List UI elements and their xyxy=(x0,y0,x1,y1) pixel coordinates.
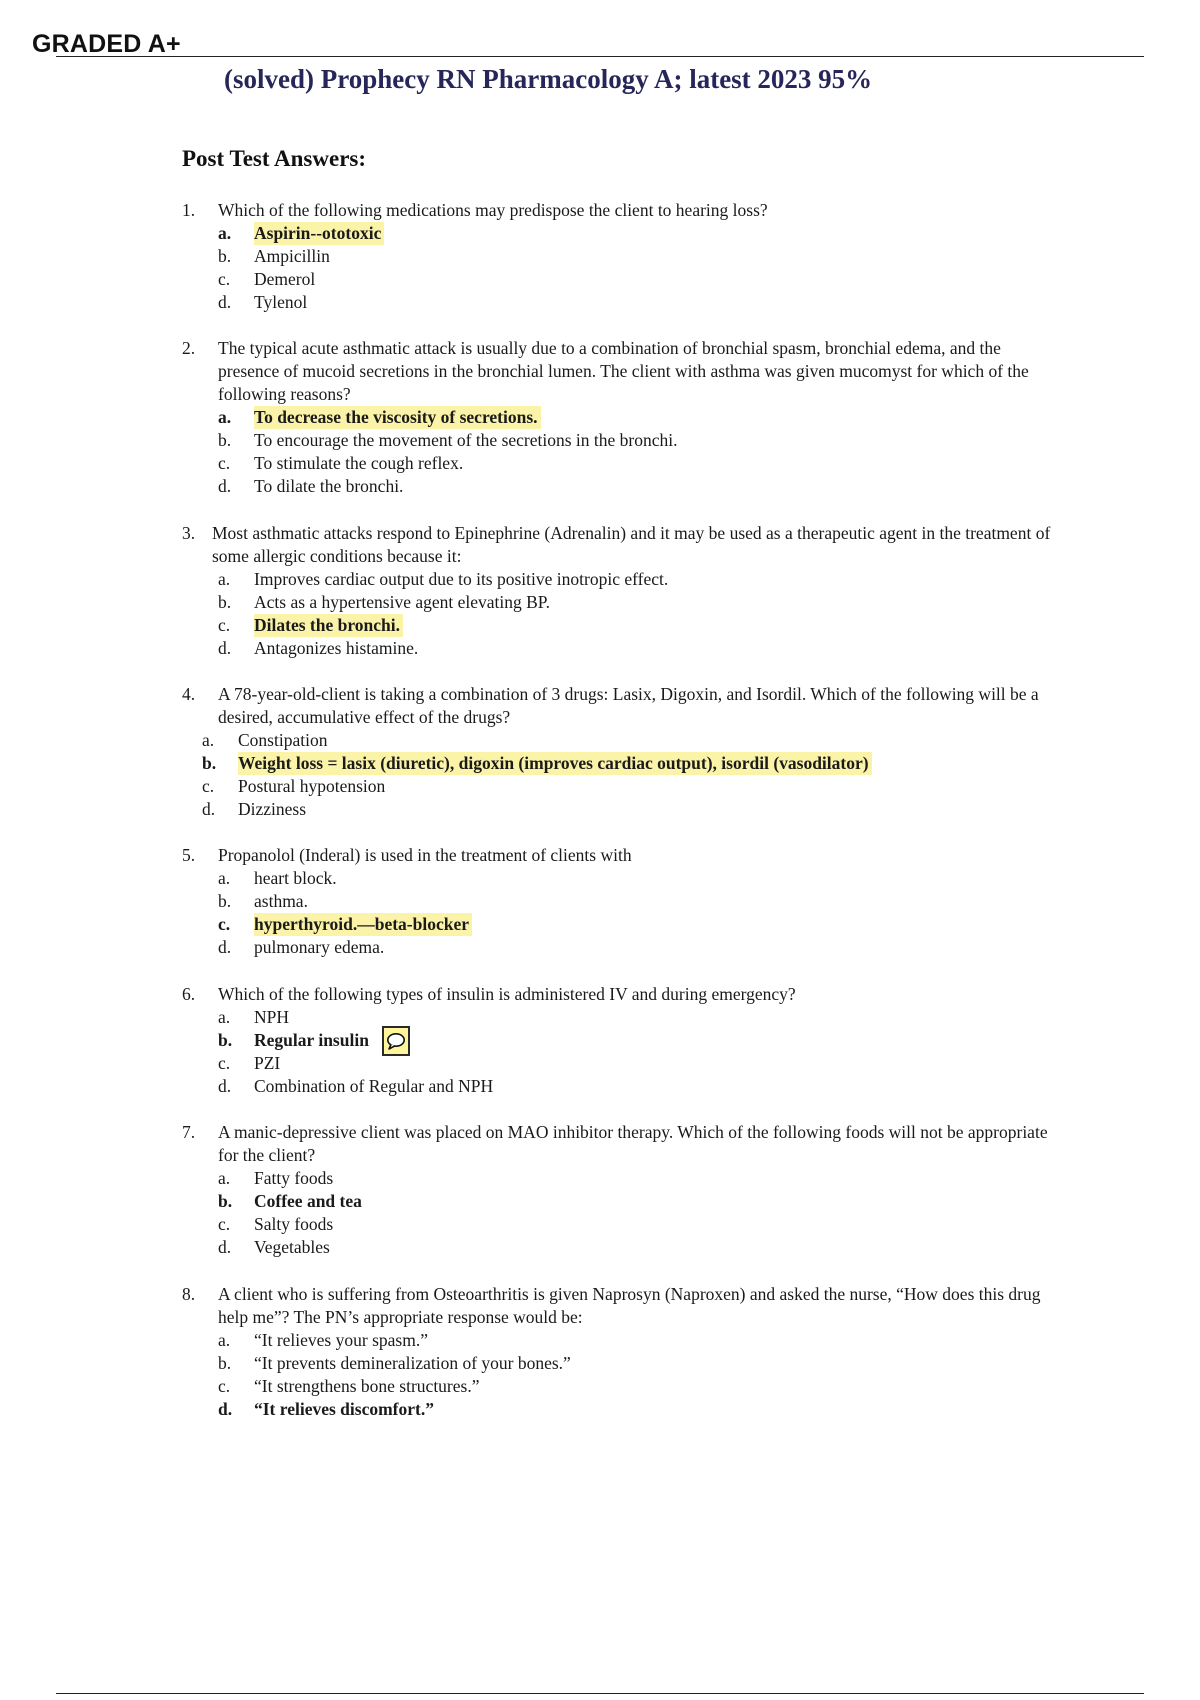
correct-answer-text: hyperthyroid.—beta-blocker xyxy=(254,913,472,936)
question-8 xyxy=(182,1283,1062,1421)
option-d xyxy=(218,1075,1062,1098)
option-d xyxy=(218,936,1062,959)
question-number: 6. xyxy=(182,984,196,1004)
option-letter: a. xyxy=(218,223,232,243)
option-list xyxy=(182,729,1062,821)
question-text: A manic-depressive client was placed on MAO inhibitor therapy. Which of the following foods will not be appropriate for the client? xyxy=(218,1122,1048,1165)
option-letter: c. xyxy=(218,1214,231,1234)
option-c xyxy=(218,614,1062,637)
option-letter: c. xyxy=(202,776,215,796)
question-number: 7. xyxy=(182,1122,196,1142)
option-letter: a. xyxy=(218,1007,231,1027)
option-letter: c. xyxy=(218,1376,231,1396)
option-text: Salty foods xyxy=(254,1214,334,1234)
correct-answer-text: Regular insulin xyxy=(254,1030,369,1050)
option-text: Constipation xyxy=(238,730,328,750)
comment-icon[interactable] xyxy=(382,1026,410,1056)
option-text: Vegetables xyxy=(254,1237,330,1257)
option-list xyxy=(182,568,1062,660)
option-letter: d. xyxy=(218,937,232,957)
document-title: (solved) Prophecy RN Pharmacology A; latest 2023 95% xyxy=(224,64,873,94)
option-text: To dilate the bronchi. xyxy=(254,476,404,496)
option-a xyxy=(218,1329,1062,1352)
option-letter: a. xyxy=(218,569,231,589)
option-letter: d. xyxy=(218,1076,232,1096)
option-a xyxy=(202,729,1062,752)
question-text: Propanolol (Inderal) is used in the treatment of clients with xyxy=(218,845,632,865)
question-text: Most asthmatic attacks respond to Epinephrine (Adrenalin) and it may be used as a therapeutic agent in the treatment of some allergic conditions because it: xyxy=(212,523,1051,566)
option-letter: c. xyxy=(218,1053,231,1073)
option-letter: b. xyxy=(218,891,232,911)
question-stem xyxy=(182,337,1062,406)
correct-answer-text: Weight loss = lasix (diuretic), digoxin (improves cardiac output), isordil (vasodilator) xyxy=(238,752,872,775)
option-letter: b. xyxy=(202,753,217,773)
option-a xyxy=(218,406,1062,429)
option-d xyxy=(218,1236,1062,1259)
option-b xyxy=(218,1190,1062,1213)
option-c xyxy=(202,775,1062,798)
option-a xyxy=(218,1006,1062,1029)
correct-answer-text: To decrease the viscosity of secretions. xyxy=(254,406,541,429)
option-text: NPH xyxy=(254,1007,290,1027)
option-letter: d. xyxy=(218,1399,233,1419)
question-5 xyxy=(182,844,1062,959)
option-letter: b. xyxy=(218,1191,233,1211)
question-text: Which of the following medications may predispose the client to hearing loss? xyxy=(218,200,768,220)
option-a xyxy=(218,222,1062,245)
option-letter: d. xyxy=(218,292,232,312)
option-c xyxy=(218,1213,1062,1236)
option-text: Postural hypotension xyxy=(238,776,386,796)
option-text: Antagonizes histamine. xyxy=(254,638,419,658)
option-letter: a. xyxy=(218,868,231,888)
option-text: To stimulate the cough reflex. xyxy=(254,453,464,473)
option-text: “It relieves your spasm.” xyxy=(254,1330,428,1350)
option-letter: b. xyxy=(218,430,232,450)
option-d xyxy=(202,798,1062,821)
option-c xyxy=(218,1052,1062,1075)
option-b xyxy=(218,245,1062,268)
option-text: Fatty foods xyxy=(254,1168,334,1188)
option-text: To encourage the movement of the secretions in the bronchi. xyxy=(254,430,678,450)
option-letter: d. xyxy=(202,799,216,819)
option-text: Tylenol xyxy=(254,292,308,312)
question-stem xyxy=(182,522,1062,568)
option-letter: c. xyxy=(218,453,231,473)
option-c xyxy=(218,1375,1062,1398)
question-text: The typical acute asthmatic attack is usually due to a combination of bronchial spasm, bronchial edema, and the presence of mucoid secretions in the bronchial lumen. The client with asthma was given mucomyst for which of the following reasons? xyxy=(218,338,1029,404)
option-list xyxy=(182,222,1062,314)
option-text: pulmonary edema. xyxy=(254,937,385,957)
option-letter: b. xyxy=(218,592,232,612)
option-b xyxy=(218,429,1062,452)
question-3 xyxy=(182,522,1062,660)
correct-answer-text: Dilates the bronchi. xyxy=(254,614,403,637)
option-letter: a. xyxy=(202,730,215,750)
option-d xyxy=(218,637,1062,660)
question-number: 4. xyxy=(182,684,196,704)
option-d xyxy=(218,1398,1062,1421)
question-text: Which of the following types of insulin is administered IV and during emergency? xyxy=(218,984,796,1004)
option-list xyxy=(182,1167,1062,1259)
question-number: 2. xyxy=(182,338,196,358)
option-letter: c. xyxy=(218,615,231,635)
option-text: Ampicillin xyxy=(254,246,330,266)
question-7 xyxy=(182,1121,1062,1259)
question-stem xyxy=(182,199,1062,222)
option-d xyxy=(218,475,1062,498)
option-letter: b. xyxy=(218,246,232,266)
option-b xyxy=(218,1352,1062,1375)
correct-answer-text: “It relieves discomfort.” xyxy=(254,1399,434,1419)
option-letter: a. xyxy=(218,1168,231,1188)
option-a xyxy=(218,568,1062,591)
option-letter: a. xyxy=(218,1330,231,1350)
option-letter: a. xyxy=(218,407,232,427)
option-b xyxy=(202,752,1062,775)
header-rule xyxy=(56,56,1144,57)
option-letter: d. xyxy=(218,638,232,658)
graded-label: GRADED A+ xyxy=(32,30,181,58)
question-4 xyxy=(182,683,1062,821)
option-list xyxy=(182,406,1062,498)
option-c xyxy=(218,268,1062,291)
option-letter: b. xyxy=(218,1030,233,1050)
option-a xyxy=(218,867,1062,890)
question-stem xyxy=(182,1283,1062,1329)
option-list xyxy=(182,867,1062,959)
question-text: A client who is suffering from Osteoarthritis is given Naprosyn (Naproxen) and asked the nurse, “How does this drug help me”? The PN’s appropriate response would be: xyxy=(218,1284,1041,1327)
option-text: Improves cardiac output due to its positive inotropic effect. xyxy=(254,569,669,589)
option-list xyxy=(182,1329,1062,1421)
option-letter: b. xyxy=(218,1353,232,1373)
question-6 xyxy=(182,983,1062,1098)
question-2 xyxy=(182,337,1062,498)
question-stem xyxy=(182,844,1062,867)
option-text: “It prevents demineralization of your bones.” xyxy=(254,1353,571,1373)
question-number: 1. xyxy=(182,200,196,220)
option-b xyxy=(218,890,1062,913)
option-text: Acts as a hypertensive agent elevating BP. xyxy=(254,592,550,612)
question-1 xyxy=(182,199,1062,314)
option-c xyxy=(218,452,1062,475)
question-stem xyxy=(182,683,1062,729)
question-number: 8. xyxy=(182,1284,196,1304)
option-text: Dizziness xyxy=(238,799,307,819)
question-stem xyxy=(182,1121,1062,1167)
option-letter: d. xyxy=(218,476,232,496)
option-letter: c. xyxy=(218,269,231,289)
option-text: heart block. xyxy=(254,868,337,888)
correct-answer-text: Coffee and tea xyxy=(254,1191,362,1211)
option-letter: c. xyxy=(218,914,231,934)
option-c xyxy=(218,913,1062,936)
option-letter: d. xyxy=(218,1237,232,1257)
question-number: 5. xyxy=(182,845,196,865)
footer-rule xyxy=(56,1693,1144,1694)
question-stem xyxy=(182,983,1062,1006)
option-list xyxy=(182,1006,1062,1098)
option-text: asthma. xyxy=(254,891,308,911)
correct-answer-text: Aspirin--ototoxic xyxy=(254,222,384,245)
option-b xyxy=(218,1029,1062,1052)
question-text: A 78-year-old-client is taking a combination of 3 drugs: Lasix, Digoxin, and Isordil. Which of the following will be a desired, accumulative effect of the drugs? xyxy=(218,684,1039,727)
option-b xyxy=(218,591,1062,614)
option-text: Combination of Regular and NPH xyxy=(254,1076,494,1096)
section-heading: Post Test Answers: xyxy=(182,146,367,171)
option-text: PZI xyxy=(254,1053,281,1073)
option-text: “It strengthens bone structures.” xyxy=(254,1376,480,1396)
option-d xyxy=(218,291,1062,314)
option-text: Demerol xyxy=(254,269,316,289)
question-number: 3. xyxy=(182,523,196,543)
option-a xyxy=(218,1167,1062,1190)
